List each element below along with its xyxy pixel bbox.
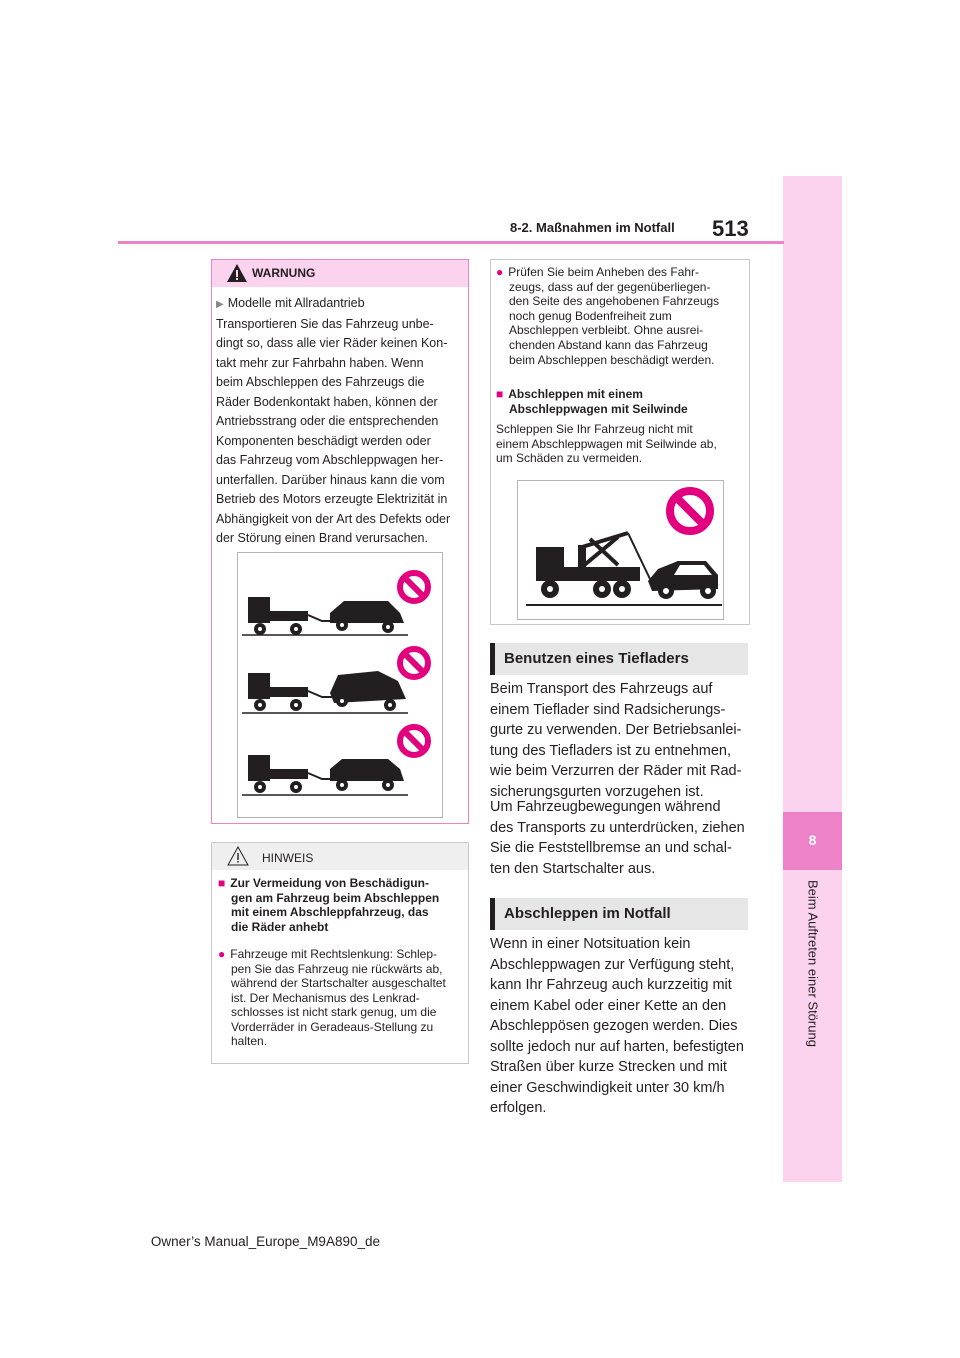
footer-doc-id: Owner’s Manual_Europe_M9A890_de <box>150 1234 380 1249</box>
paragraph-line: sicherungsgurten vorzugehen ist. <box>490 783 704 800</box>
paragraph-line: Straßen über kurze Strecken und mit <box>490 1059 727 1075</box>
note-text <box>218 947 464 1049</box>
warning-item-lead: Modelle mit Allradantrieb <box>227 296 365 310</box>
warning-line: Abhängigkeit von der Art des Defekts oder <box>216 511 451 526</box>
paragraph-line: erfolgen. <box>490 1100 547 1116</box>
right-bullet-line: Abschleppen verbleibt. Ohne ausrei- <box>509 323 704 338</box>
right-sub-line: Abschleppen mit einem <box>508 387 643 401</box>
warning-line: das Fahrzeug vom Abschleppwagen her- <box>216 453 444 467</box>
note-subheading <box>218 876 464 934</box>
right-text-line: um Schäden zu vermeiden. <box>496 451 643 466</box>
warning-line: der Störung einen Brand verursachen. <box>216 531 428 545</box>
page-number: 513 <box>712 216 749 241</box>
right-text <box>496 422 744 466</box>
right-bullet-line: den Seite des angehobenen Fahrzeugs <box>509 294 720 309</box>
right-bullet-line: zeugs, dass auf der gegenüberliegen- <box>509 279 711 294</box>
warning-line: unterfallen. Darüber hinaus kann die vom <box>216 472 445 487</box>
right-subheading <box>496 387 744 416</box>
right-bullet-line: beim Abschleppen beschädigt werden. <box>509 352 715 367</box>
note-line: schlosses ist nicht stark genug, um die <box>231 1005 437 1019</box>
note-line: halten. <box>231 1034 268 1048</box>
warning-line: Antriebsstrang oder die entsprechenden <box>216 414 439 428</box>
paragraph-line: wie beim Verzurren der Räder mit Rad- <box>490 763 742 779</box>
warning-line: Komponenten beschädigt werden oder <box>216 433 431 448</box>
chapter-number: 8 <box>808 832 817 848</box>
paragraph-line: Abschleppwagen zur Verfügung steht, <box>490 956 735 973</box>
right-bullet-text <box>496 265 744 367</box>
paragraph-line: kann Ihr Fahrzeug auch kurzzeitig mit <box>490 977 732 993</box>
right-bullet-line: Prüfen Sie beim Anheben des Fahr- <box>508 265 700 279</box>
note-line: während der Startschalter ausgeschaltet <box>231 976 446 990</box>
paragraph <box>490 934 752 1119</box>
warning-line: beim Abschleppen des Fahrzeugs die <box>216 375 425 389</box>
arrow-bullet-icon: ▶ <box>216 299 224 310</box>
note-line: ist. Der Mechanismus des Lenkrad- <box>231 990 420 1005</box>
note-line: Vorderräder in Geradeaus-Stellung zu <box>231 1019 434 1034</box>
chapter-title-wrap <box>783 880 842 1160</box>
chapter-title: Beim Auftreten einer Störung <box>805 880 820 1047</box>
note-header <box>212 843 468 870</box>
square-bullet-icon: ■ <box>496 387 504 401</box>
heading-bar <box>490 898 495 930</box>
paragraph <box>490 797 752 879</box>
paragraph-line: einem Kabel oder einer Kette an den <box>490 997 727 1014</box>
paragraph-line: Abschleppösen gezogen werden. Dies <box>490 1018 738 1034</box>
section-title: 8-2. Maßnahmen im Notfall <box>510 220 675 235</box>
paragraph-line: einem Tieflader sind Radsicherungs- <box>490 701 726 718</box>
paragraph-line: ten den Startschalter aus. <box>490 860 656 877</box>
section-heading-text: Abschleppen im Notfall <box>504 905 671 922</box>
square-bullet-icon: ■ <box>218 876 226 890</box>
note-line: Fahrzeuge mit Rechtslenkung: Schlep- <box>230 947 438 961</box>
warning-header <box>212 260 468 287</box>
right-bullet-line: noch genug Bodenfreiheit zum <box>509 308 672 323</box>
prohibited-towing-illustration <box>237 552 443 818</box>
tow-scenario-1 <box>242 573 428 635</box>
note-sub-line: mit einem Abschleppfahrzeug, das <box>231 905 429 919</box>
warning-line: takt mehr zur Fahrbahn haben. Wenn <box>216 355 424 370</box>
paragraph-line: einer Geschwindigkeit unter 30 km/h <box>490 1079 725 1096</box>
tow-scenario-2 <box>242 649 428 713</box>
caution-triangle-icon <box>227 846 249 866</box>
note-sub-line: gen am Fahrzeug beim Abschleppen <box>231 890 440 905</box>
paragraph-line: tung des Tiefladers ist zu entnehmen, <box>490 742 732 759</box>
paragraph <box>490 679 752 802</box>
section-heading-text: Benutzen eines Tiefladers <box>504 650 689 667</box>
tow-scenario-3 <box>242 727 428 795</box>
section-heading-flatbed <box>490 643 748 675</box>
warning-triangle-icon <box>226 263 248 283</box>
right-text-line: einem Abschleppwagen mit Seilwinde ab, <box>496 436 717 451</box>
header-rule <box>118 241 784 244</box>
paragraph-line: Sie die Feststellbremse an und schal- <box>490 840 732 856</box>
warning-line: Transportieren Sie das Fahrzeug unbe- <box>216 316 434 331</box>
note-sub-line: die Räder anhebt <box>231 919 329 934</box>
paragraph-line: des Transports zu unterdrücken, ziehen <box>490 819 745 836</box>
warning-line: Räder Bodenkontakt haben, können der <box>216 394 438 409</box>
circle-bullet-icon: ● <box>218 947 226 961</box>
paragraph-line: Um Fahrzeugbewegungen während <box>490 799 721 815</box>
warning-label: WARNUNG <box>252 266 316 280</box>
warning-line: dingt so, dass alle vier Räder keinen Kon- <box>216 336 448 350</box>
right-bullet-line: chenden Abstand kann das Fahrzeug <box>509 337 708 352</box>
paragraph-line: Wenn in einer Notsituation kein <box>490 936 691 952</box>
paragraph-line: Beim Transport des Fahrzeugs auf <box>490 681 713 697</box>
heading-bar <box>490 643 495 675</box>
circle-bullet-icon: ● <box>496 265 504 279</box>
right-sub-line: Abschleppwagen mit Seilwinde <box>509 401 688 416</box>
note-sub-line: Zur Vermeidung von Beschädigun- <box>230 876 429 890</box>
right-text-line: Schleppen Sie Ihr Fahrzeug nicht mit <box>496 422 693 436</box>
section-heading-emergency-tow <box>490 898 748 930</box>
paragraph-line: gurte zu verwenden. Der Betriebsanlei- <box>490 722 742 738</box>
winch-tow-prohibited-illustration <box>517 480 724 620</box>
note-line: pen Sie das Fahrzeug nie rückwärts ab, <box>231 961 443 976</box>
paragraph-line: sollte jedoch nur auf harten, befestigten <box>490 1038 744 1055</box>
note-label: HINWEIS <box>262 851 314 865</box>
warning-line: Betrieb des Motors erzeugte Elektrizität in <box>216 492 448 506</box>
warning-item <box>216 294 466 549</box>
